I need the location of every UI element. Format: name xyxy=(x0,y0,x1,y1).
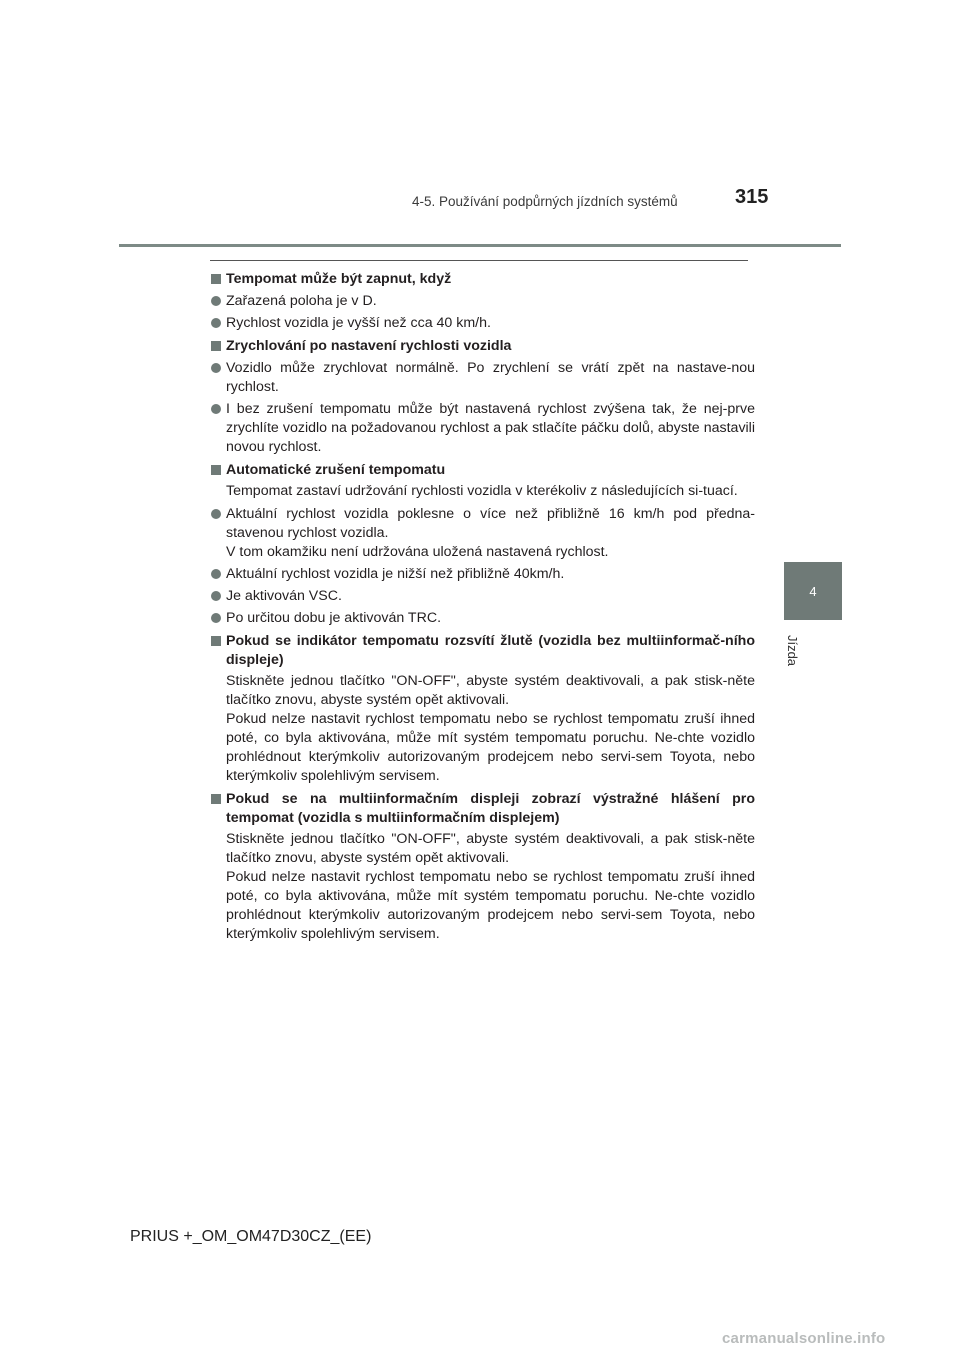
bullet-item xyxy=(210,400,755,457)
paragraph-line: Stiskněte jednou tlačítko "ON-OFF", abyste systém deaktivovali, a pak stisk-něte tlačítko znovu, abyste systém opět aktivovali. xyxy=(226,831,755,866)
content-top-rule xyxy=(210,260,748,261)
chapter-number: 4 xyxy=(809,583,817,599)
document-code: PRIUS +_OM_OM47D30CZ_(EE) xyxy=(130,1228,372,1245)
section-heading: Tempomat může být zapnut, když xyxy=(210,270,755,289)
bullet-text: Rychlost vozidla je vyšší než cca 40 km/h. xyxy=(226,315,491,331)
watermark: carmanualsonline.info xyxy=(722,1330,886,1347)
bullet-item xyxy=(210,565,755,584)
bullet-text: I bez zrušení tempomatu může být nastavená rychlost zvýšena tak, že nej-prve zrychlíte vozidlo na požadovanou rychlost a pak stlačíte páčku dolů, abyste nastavili novou rychlost. xyxy=(226,401,755,455)
bullet-item xyxy=(210,505,755,562)
paragraph-line: Stiskněte jednou tlačítko "ON-OFF", abyste systém deaktivovali, a pak stisk-něte tlačítko znovu, abyste systém opět aktivovali. xyxy=(226,673,755,708)
bullet-text: Zařazená poloha je v D. xyxy=(226,293,377,309)
bullet-item xyxy=(210,609,755,628)
bullet-item xyxy=(210,314,755,333)
bullet-text: Vozidlo může zrychlovat normálně. Po zrychlení se vrátí zpět na nastave-nou rychlost. xyxy=(226,360,755,395)
section-heading: Pokud se indikátor tempomatu rozsvítí žlutě (vozidla bez multiinformač-ního displeje) xyxy=(210,632,755,670)
chapter-title: Jízda xyxy=(785,634,801,666)
page-content xyxy=(210,266,755,948)
section-heading: Automatické zrušení tempomatu xyxy=(210,461,755,480)
bullet-text: Aktuální rychlost vozidla poklesne o více než přibližně 16 km/h pod předna-stavenou rychlost vozidla. xyxy=(226,506,755,541)
section-heading: Pokud se na multiinformačním displeji zobrazí výstražné hlášení pro tempomat (vozidla s multiinformačním displejem) xyxy=(210,790,755,828)
chapter-title-vertical xyxy=(784,610,802,690)
page-number: 315 xyxy=(735,186,769,208)
bullet-text: Je aktivován VSC. xyxy=(226,588,342,604)
running-header-title: 4-5. Používání podpůrných jízdních systémů xyxy=(412,194,678,209)
paragraph-line: Pokud nelze nastavit rychlost tempomatu nebo se rychlost tempomatu zruší ihned poté, co byla aktivována, může mít systém tempomatu poruchu. Ne-chte vozidlo prohlédnout kterýmkoliv autorizovaným prodejcem nebo servi-sem Toyota, nebo kterýmkoliv spolehlivým servisem. xyxy=(226,711,755,784)
header-rule xyxy=(119,244,841,247)
paragraph-line: Pokud nelze nastavit rychlost tempomatu nebo se rychlost tempomatu zruší ihned poté, co byla aktivována, může mít systém tempomatu poruchu. Ne-chte vozidlo prohlédnout kterýmkoliv autorizovaným prodejcem nebo servi-sem Toyota, nebo kterýmkoliv spolehlivým servisem. xyxy=(226,869,755,942)
section-heading: Zrychlování po nastavení rychlosti vozidla xyxy=(210,337,755,356)
bullet-text: Po určitou dobu je aktivován TRC. xyxy=(226,610,442,626)
bullet-text: V tom okamžiku není udržována uložená nastavená rychlost. xyxy=(226,544,609,560)
bullet-text: Aktuální rychlost vozidla je nižší než přibližně 40km/h. xyxy=(226,566,565,582)
bullet-item xyxy=(210,292,755,311)
section-paragraph xyxy=(210,672,755,786)
bullet-item xyxy=(210,359,755,397)
section-paragraph: Tempomat zastaví udržování rychlosti vozidla v kterékoliv z následujících si-tuací. xyxy=(226,483,738,499)
section-paragraph xyxy=(210,830,755,944)
bullet-item xyxy=(210,587,755,606)
